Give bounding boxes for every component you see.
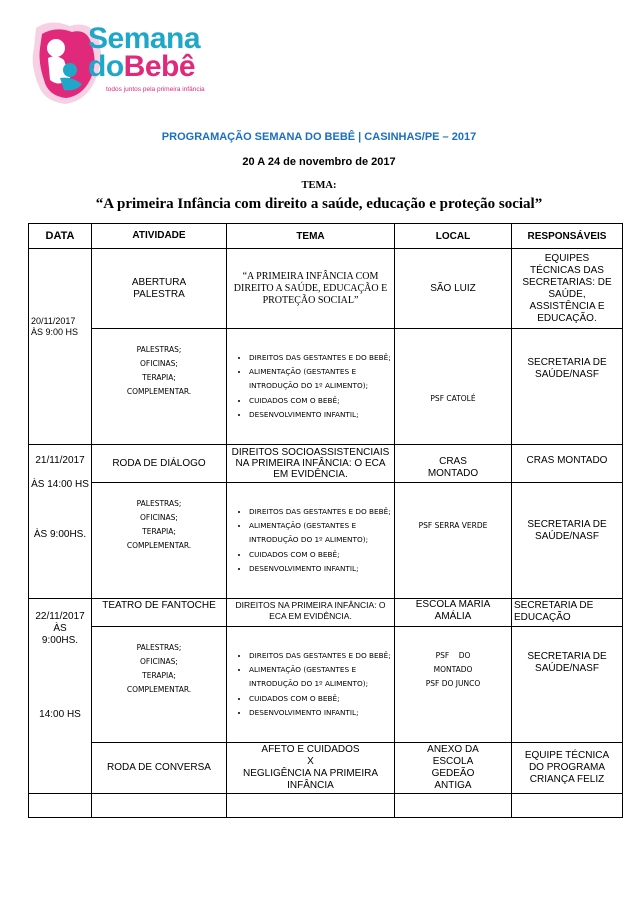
header-responsaveis: RESPONSÁVEIS — [512, 224, 623, 249]
multi-item: OFICINAS; — [140, 657, 178, 666]
table-row-empty — [29, 794, 623, 818]
header-tema: TEMA — [227, 224, 395, 249]
day2-tema: DIREITOS SOCIOASSISTENCIAIS NA PRIMEIRA INFÂNCIA: O ECA EM EVIDÊNCIA. — [227, 445, 395, 483]
day3-local2-b: PSF DO JUNCO — [425, 679, 481, 688]
multi-item: OFICINAS; — [140, 513, 178, 522]
brand-line2 — [88, 52, 195, 82]
multi-item: TERAPIA; — [142, 373, 176, 382]
multi-item: PALESTRAS; — [136, 499, 182, 508]
day3-time2: 14:00 HS — [39, 709, 81, 720]
empty-cell — [92, 794, 227, 818]
day3-date-cell — [29, 599, 92, 794]
day3-date: 22/11/2017 — [35, 611, 85, 622]
multi-item: TERAPIA; — [142, 671, 176, 680]
day1-multi — [92, 329, 227, 445]
bullet-item: • DIREITOS DAS GESTANTES E DO BEBÊ; — [249, 505, 392, 519]
day2-time2: ÀS 9:00HS. — [33, 529, 87, 540]
multi-item: COMPLEMENTAR. — [126, 685, 192, 694]
day2-local: CRAS MONTADO — [395, 445, 512, 483]
multi-item: COMPLEMENTAR. — [126, 387, 192, 396]
brand-tagline: todos juntos pela primeira infância — [106, 86, 205, 93]
day3-tema: DIREITOS NA PRIMEIRA INFÂNCIA: O ECA EM EVIDÊNCIA. — [227, 599, 395, 627]
day1-date-cell — [29, 249, 92, 445]
multi-item: PALESTRAS; — [136, 643, 182, 652]
tema-label: TEMA: — [301, 180, 337, 191]
table-row — [29, 329, 623, 445]
day3-responsaveis3: EQUIPE TÉCNICA DO PROGRAMA CRIANÇA FELIZ — [512, 743, 623, 794]
header-data: DATA — [29, 224, 92, 249]
brand-line2b: Bebê — [123, 50, 196, 83]
empty-cell — [29, 794, 92, 818]
table-header-row — [29, 224, 623, 249]
day3-local3: ANEXO DA ESCOLA GEDEÃO ANTIGA — [395, 743, 512, 794]
day3-tema3-line2: X — [307, 756, 314, 767]
day1-time: ÀS 9:00 HS — [31, 327, 79, 337]
day3-responsaveis2: SECRETARIA DE SAÚDE/NASF — [512, 627, 623, 743]
empty-cell — [512, 794, 623, 818]
multi-item: COMPLEMENTAR. — [126, 541, 192, 550]
multi-item: OFICINAS; — [140, 359, 178, 368]
multi-item: TERAPIA; — [142, 527, 176, 536]
bullet-item: • DESENVOLVIMENTO INFANTIL; — [249, 408, 392, 422]
day3-atividade: TEATRO DE FANTOCHE — [92, 599, 227, 627]
bullet-item: • CUIDADOS COM O BEBÊ; — [249, 692, 392, 706]
day3-time1: ÀS 9:00HS. — [41, 623, 79, 646]
day3-local2 — [395, 627, 512, 743]
empty-cell — [395, 794, 512, 818]
day3-multi — [92, 627, 227, 743]
day3-tema3-line1: AFETO E CUIDADOS — [261, 744, 360, 755]
day1-local2: PSF CATOLÉ — [395, 329, 512, 445]
day2-bullets — [227, 483, 395, 599]
date-range: 20 A 24 de novembro de 2017 — [242, 156, 396, 168]
day1-responsaveis2: SECRETARIA DE SAÚDE/NASF — [512, 329, 623, 445]
day2-local2: PSF SERRA VERDE — [395, 483, 512, 599]
bullet-item: • CUIDADOS COM O BEBÊ; — [249, 548, 392, 562]
day3-local2-a: PSF DO MONTADO — [433, 651, 473, 674]
day1-bullets — [227, 329, 395, 445]
bullet-item: • DIREITOS DAS GESTANTES E DO BEBÊ; — [249, 649, 392, 663]
day3-bullets — [227, 627, 395, 743]
day3-tema3-line3: NEGLIGÊNCIA NA PRIMEIRA INFÂNCIA — [242, 768, 379, 791]
day2-multi — [92, 483, 227, 599]
multi-item: PALESTRAS; — [136, 345, 182, 354]
brand-line2a: do — [88, 50, 124, 83]
day3-local: ESCOLA MARIA AMÁLIA — [395, 599, 512, 627]
brand-line1: Semana — [88, 22, 201, 55]
bullet-item: • DESENVOLVIMENTO INFANTIL; — [249, 562, 392, 576]
header-atividade: ATIVIDADE — [92, 224, 227, 249]
bullet-item: • CUIDADOS COM O BEBÊ; — [249, 394, 392, 408]
day1-date: 20/11/2017 — [31, 316, 76, 326]
day2-atividade: RODA DE DIÁLOGO — [92, 445, 227, 483]
day2-time1: ÀS 14:00 HS — [31, 479, 89, 490]
bullet-item: • ALIMENTAÇÃO (GESTANTES E INTRODUÇÃO DO 1º ALIMENTO); — [249, 663, 392, 692]
day1-local: SÃO LUIZ — [395, 249, 512, 329]
day2-responsaveis2: SECRETARIA DE SAÚDE/NASF — [512, 483, 623, 599]
schedule-table — [28, 223, 623, 818]
bullet-item: • ALIMENTAÇÃO (GESTANTES E INTRODUÇÃO DO 1º ALIMENTO); — [249, 365, 392, 394]
day3-responsaveis: SECRETARIA DE EDUCAÇÃO — [512, 599, 623, 627]
table-row — [29, 627, 623, 743]
day2-date: 21/11/2017 — [35, 455, 85, 466]
day3-tema3 — [227, 743, 395, 794]
day1-responsaveis: EQUIPES TÉCNICAS DAS SECRETARIAS: DE SAÚDE, ASSISTÊNCIA E EDUCAÇÃO. — [512, 249, 623, 329]
day2-date-cell — [29, 445, 92, 599]
header-local: LOCAL — [395, 224, 512, 249]
table-row — [29, 599, 623, 627]
table-row — [29, 445, 623, 483]
table-row — [29, 249, 623, 329]
day3-atividade3: RODA DE CONVERSA — [92, 743, 227, 794]
bullet-item: • ALIMENTAÇÃO (GESTANTES E INTRODUÇÃO DO 1º ALIMENTO); — [249, 519, 392, 548]
day1-atividade: ABERTURA PALESTRA — [92, 249, 227, 329]
table-row — [29, 483, 623, 599]
day1-tema: “A PRIMEIRA INFÂNCIA COM DIREITO A SAÚDE, EDUCAÇÃO E PROTEÇÃO SOCIAL” — [227, 249, 395, 329]
bullet-item: • DIREITOS DAS GESTANTES E DO BEBÊ; — [249, 351, 392, 365]
empty-cell — [227, 794, 395, 818]
day2-responsaveis: CRAS MONTADO — [512, 445, 623, 483]
bullet-item: • DESENVOLVIMENTO INFANTIL; — [249, 706, 392, 720]
page-title: PROGRAMAÇÃO SEMANA DO BEBÊ | CASINHAS/PE – 2017 — [161, 131, 477, 143]
table-row — [29, 743, 623, 794]
tema-text: “A primeira Infância com direito a saúde, educação e proteção social” — [95, 196, 543, 212]
